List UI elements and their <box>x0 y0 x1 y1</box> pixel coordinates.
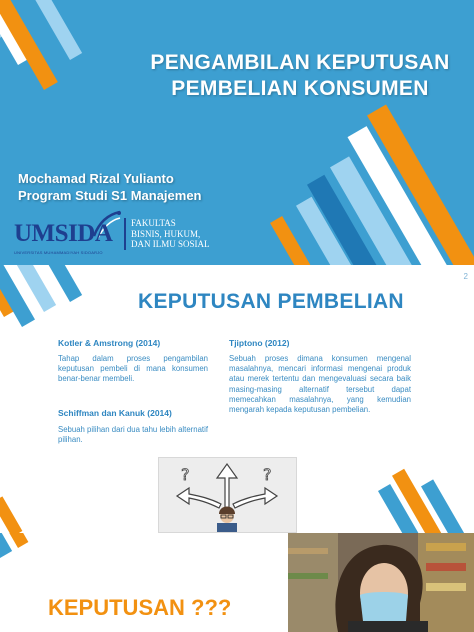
author-name: Mochamad Rizal Yulianto <box>18 171 174 186</box>
decision-arrows-icon <box>159 458 296 532</box>
faculty-line-1: FAKULTAS <box>131 218 176 228</box>
faculty-name <box>131 218 210 250</box>
umsida-wordmark: UMSIDA <box>14 220 113 247</box>
title-line-1: PENGAMBILAN KEPUTUSAN <box>150 51 450 74</box>
svg-text:?: ? <box>263 465 272 484</box>
svg-text:?: ? <box>181 465 190 484</box>
question-title: KEPUTUSAN ??? <box>48 595 232 620</box>
schiffman-definition: Sebuah pilihan dari dua tahu lebih alternatif pilihan. <box>58 425 208 445</box>
decor-bar <box>48 265 83 302</box>
faculty-line-3: DAN ILMU SOSIAL <box>131 239 210 249</box>
definition-slide <box>0 265 474 533</box>
author-block <box>18 170 202 204</box>
page-number: 2 <box>463 272 468 281</box>
kotler-heading: Kotler & Amstrong (2014) <box>58 338 161 348</box>
schiffman-heading: Schiffman dan Kanuk (2014) <box>58 408 172 418</box>
faculty-line-2: BISNIS, HUKUM, <box>131 228 201 239</box>
question-slide <box>0 533 474 632</box>
presentation-title <box>100 50 474 102</box>
slide-title: KEPUTUSAN PEMBELIAN <box>138 290 404 313</box>
decor-bar <box>35 0 82 60</box>
decor-bar <box>0 496 22 533</box>
study-program: Program Studi S1 Manajemen <box>18 188 202 203</box>
umsida-subtitle: UNIVERSITAS MUHAMMADIYAH SIDOARJO <box>14 250 103 255</box>
decor-bar <box>0 533 12 558</box>
title-slide <box>0 0 474 265</box>
decision-making-illustration <box>158 457 297 533</box>
shopper-photo <box>288 533 474 632</box>
title-line-2: PEMBELIAN KONSUMEN <box>171 77 429 100</box>
university-logo <box>14 210 224 258</box>
tjiptono-heading: Tjiptono (2012) <box>229 338 290 348</box>
tjiptono-definition: Sebuah proses dimana konsumen mengenal masalahnya, mencari informasi mengenai produk atau merek tertentu dan mengevaluasi secara baik masing-masing alternatif tersebut dapat memecahkan masalahnya, yang kemudian mengarah kepada keputusan pembelian. <box>229 354 411 415</box>
logo-divider <box>124 218 126 250</box>
kotler-definition: Tahap dalam proses pengambilan keputusan pembeli di mana konsumen benar-benar membeli. <box>58 354 208 384</box>
masked-shopper-image-icon <box>288 533 474 632</box>
